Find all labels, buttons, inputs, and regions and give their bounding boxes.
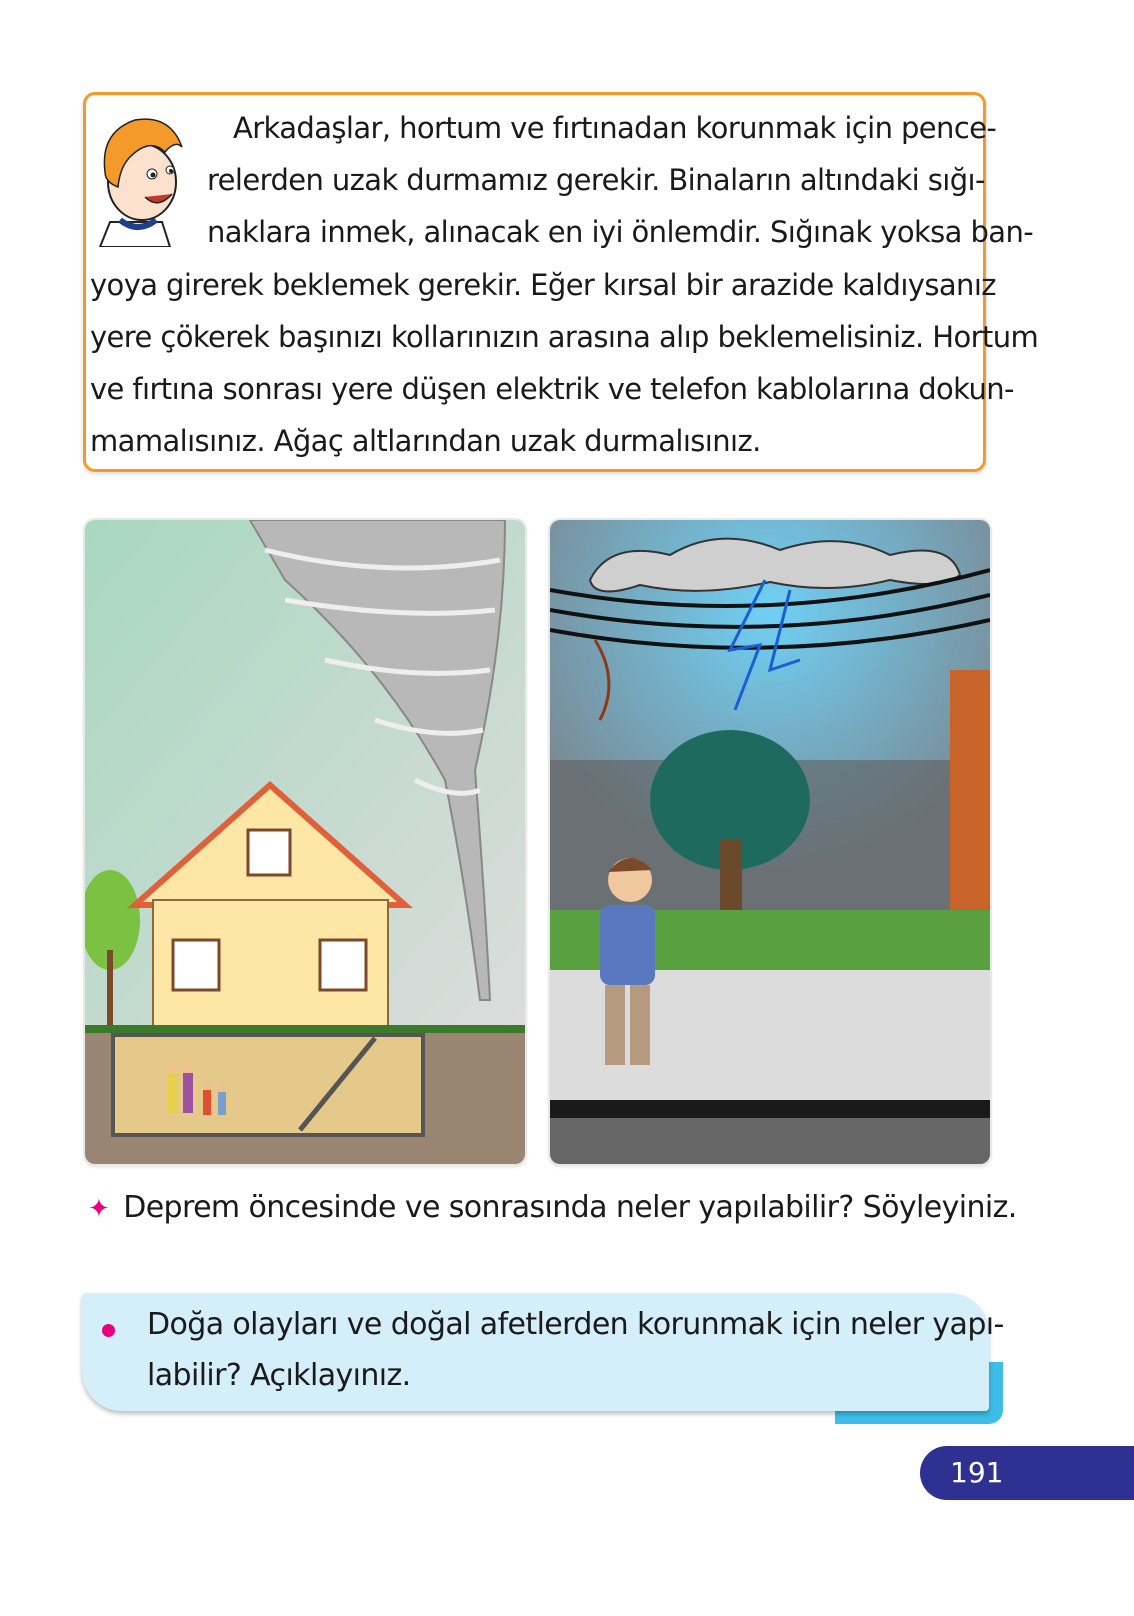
dot-bullet-icon xyxy=(102,1324,115,1337)
boy-character-illustration xyxy=(90,112,190,247)
storm-power-lines-illustration xyxy=(550,520,990,1164)
info-text-line: naklara inmek, alınacak en iyi önlemdir. Sığınak yoksa ban- xyxy=(207,215,1034,249)
info-text-line: yere çökerek başınızı kollarınızın arasına alıp beklemelisiniz. Hortum xyxy=(90,320,1039,354)
question-2-line: Doğa olayları ve doğal afetlerden korunmak için neler yapı- xyxy=(147,1307,1004,1342)
question-2-line: labilir? Açıklayınız. xyxy=(147,1358,411,1393)
question-1 xyxy=(88,1190,1017,1225)
info-text-line: ve fırtına sonrası yere düşen elektrik ve telefon kablolarına dokun- xyxy=(90,372,1014,406)
page-number: 191 xyxy=(920,1446,1134,1500)
info-text-line: Arkadaşlar, hortum ve fırtınadan korunmak için pence- xyxy=(233,111,997,145)
star-bullet-icon: ✦ xyxy=(88,1194,110,1224)
question-1-text: Deprem öncesinde ve sonrasında neler yapılabilir? Söyleyiniz. xyxy=(123,1190,1017,1225)
tornado-shelter-illustration xyxy=(85,520,525,1164)
info-text-line: mamalısınız. Ağaç altlarından uzak durmalısınız. xyxy=(90,424,761,458)
info-text-line: relerden uzak durmamız gerekir. Binaların altındaki sığı- xyxy=(207,163,985,197)
info-text-line: yoya girerek beklemek gerekir. Eğer kırsal bir arazide kaldıysanız xyxy=(90,268,996,302)
